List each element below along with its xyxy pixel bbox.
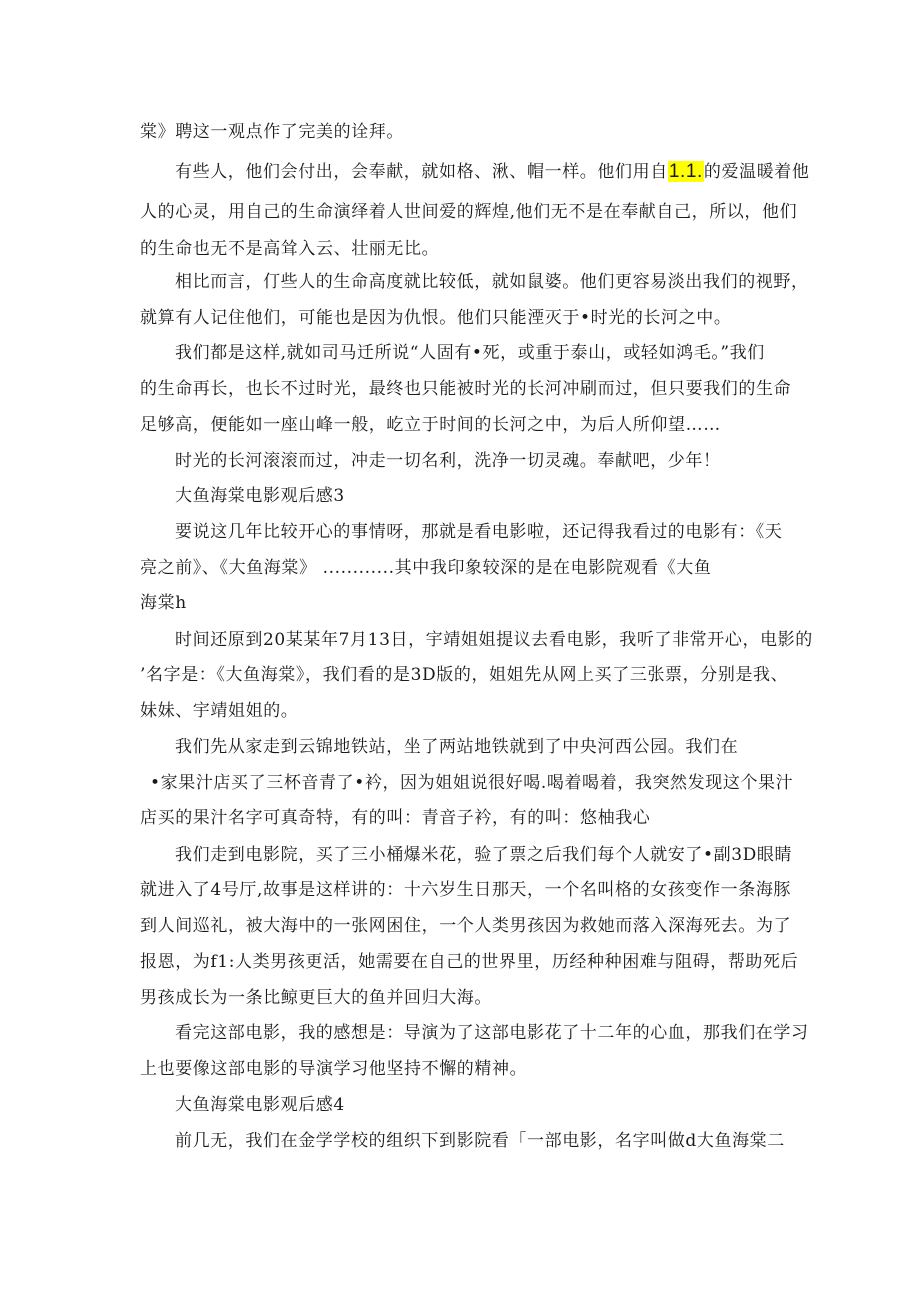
text-line: 海棠h bbox=[140, 593, 187, 613]
text-line: 要说这几年比较开心的事情呀，那就是看电影啦，还记得我看过的电影有：《天 bbox=[175, 522, 783, 542]
text-segment: 的爱温暖着他 bbox=[703, 162, 810, 182]
text-line: 的生命也无不是高耸入云、壮丽无比。 bbox=[140, 239, 440, 259]
text-line: 我们都是这样,就如司马迁所说“人固有•死，或重于泰山，或轻如鸿毛。”我们 bbox=[175, 343, 765, 363]
text-line: 报恩，为f1:人类男孩更活，她需要在自己的世界里，历经种种困难与阻碍，帮助死后 bbox=[140, 952, 799, 972]
text-line: 我们走到电影院，买了三小桶爆米花，验了票之后我们每个人就安了•副3D眼睛 bbox=[175, 845, 793, 865]
text-line: 时间还原到20某某年7月13日，宇靖姐姐提议去看电影，我听了非常开心，电影的 bbox=[175, 630, 813, 650]
text-line: 到人间巡礼，被大海中的一张网困住，一个人类男孩因为救她而落入深海死去。为了 bbox=[140, 916, 792, 936]
text-line: 足够高，便能如一座山峰一般，屹立于时间的长河之中，为后人所仰望…… bbox=[140, 415, 721, 435]
text-line: 店买的果汁名字可真奇特，有的叫：青音子衿，有的叫：悠柚我心 bbox=[140, 808, 651, 828]
text-line: 前几无，我们在金学学校的组织下到影院看「一部电影，名字叫做d大鱼海棠二 bbox=[175, 1131, 785, 1151]
text-line: 人的心灵，用自己的生命演绎着人世间爱的辉煌,他们无不是在奉献自己，所以，他们 bbox=[140, 202, 798, 222]
text-line: 妹妹、宇靖姐姐的。 bbox=[140, 701, 299, 721]
text-segment: 有些人，他们会付出，会奉献，就如格、湫、帽一样。他们用自 bbox=[175, 162, 668, 182]
text-line: 亮之前》、《大鱼海棠》 ............其中我印象较深的是在电影院观看《大鱼 bbox=[140, 558, 712, 578]
section-heading: 大鱼海棠电影观后感3 bbox=[175, 486, 345, 506]
text-line: 就算有人记住他们，可能也是因为仇恨。他们只能湮灭于•时光的长河之中。 bbox=[140, 308, 732, 328]
text-line: 的生命再长，也长不过时光，最终也只能被时光的长河冲刷而过，但只要我们的生命 bbox=[140, 379, 792, 399]
text-line: 看完这部电影，我的感想是：导演为了这部电影花了十二年的心血，那我们在学习 bbox=[175, 1023, 809, 1043]
highlighted-text: 1.1. bbox=[668, 161, 703, 182]
text-line: •家果汁店买了三杯音青了•衿，因为姐姐说很好喝.喝着喝着，我突然发现这个果汁 bbox=[150, 773, 794, 793]
text-line: ’名字是：《大鱼海棠》，我们看的是3D版的，姐姐先从网上买了三张票，分别是我、 bbox=[140, 665, 789, 685]
section-heading: 大鱼海棠电影观后感4 bbox=[175, 1095, 345, 1115]
text-line: 就进入了4号厅,故事是这样讲的：十六岁生日那天，一个名叫格的女孩变作一条海豚 bbox=[140, 880, 792, 900]
text-line: 时光的长河滚滚而过，冲走一切名利，洗净一切灵魂。奉献吧，少年！ bbox=[175, 451, 721, 471]
text-line bbox=[175, 161, 810, 183]
text-line: 上也要像这部电影的导演学习他坚持不懈的精神。 bbox=[140, 1059, 528, 1079]
text-line: 相比而言，仃些人的生命高度就比较低，就如鼠婆。他们更容易淡出我们的视野， bbox=[175, 272, 809, 292]
text-line: 棠》聘这一观点作了完美的诠拜。 bbox=[140, 122, 404, 142]
text-line: 男孩成长为一条比鲸更巨大的鱼并回归大海。 bbox=[140, 988, 492, 1008]
text-line: 我们先从家走到云锦地铁站，坐了两站地铁就到了中央河西公园。我们在 bbox=[175, 737, 739, 757]
